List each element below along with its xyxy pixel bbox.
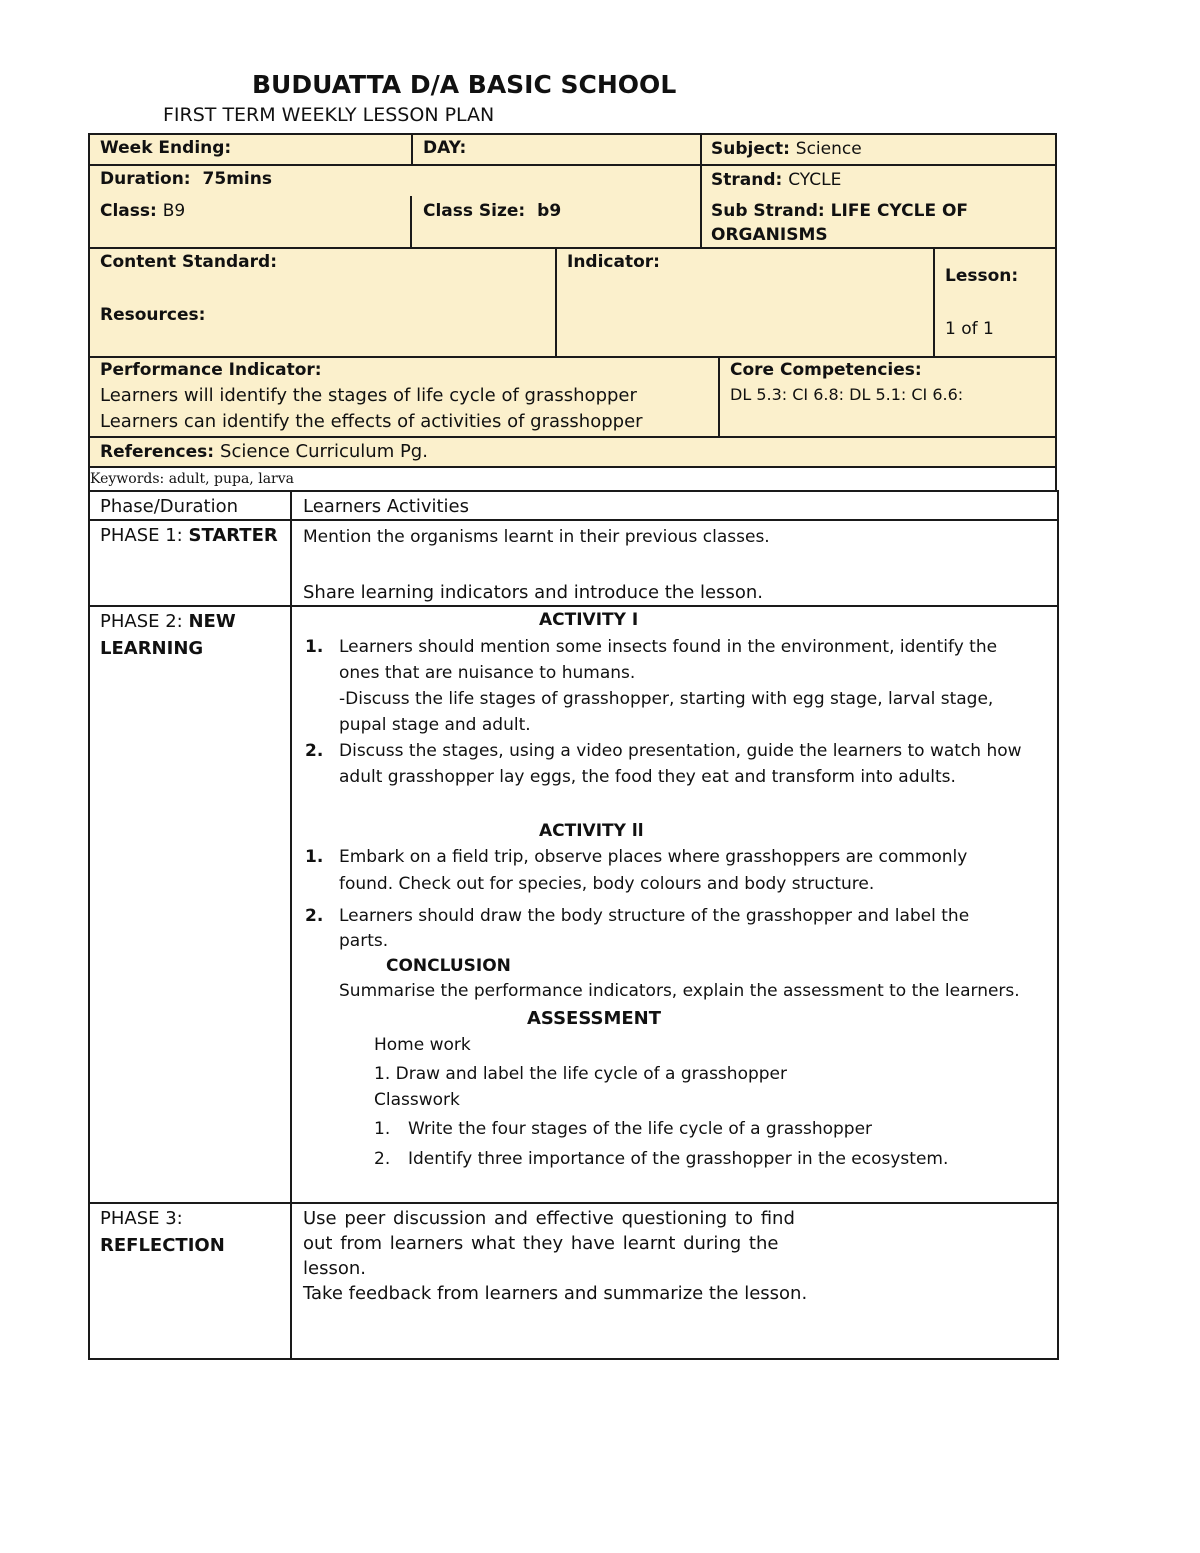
activity-2-line-1: Embark on a field trip, observe places where grasshoppers are commonly [339,847,968,867]
conclusion-title: CONCLUSION [386,956,511,976]
activity-1-line-2: ones that are nuisance to humans. [339,663,636,683]
strand-value: CYCLE [788,170,842,190]
activity-2-number-2: 2. [305,906,324,926]
activity-1-line-4: pupal stage and adult. [339,715,531,735]
strand-label-text: Strand: [711,170,783,190]
phase-2-prefix: PHASE 2: [100,611,183,632]
class-size-divider [410,196,412,249]
activity-2-title: ACTIVITY ll [539,821,644,841]
activity-1-line-3: -Discuss the life stages of grasshopper, starting with egg stage, larval stage, [339,689,994,709]
plan-title: FIRST TERM WEEKLY LESSON PLAN [163,104,495,126]
learners-activities-header: Learners Activities [303,496,469,517]
phase-3-prefix: PHASE 3: [100,1208,183,1229]
phase-1-title [100,525,278,546]
phase-2-name: NEW [188,611,236,632]
activity-2-line-3: Learners should draw the body structure of the grasshopper and label the [339,906,970,926]
indicator-label: Indicator: [567,252,660,272]
classwork-number-2: 2. [374,1149,391,1169]
phase-2-title [100,611,236,632]
homework-label: Home work [374,1035,471,1055]
class-label [100,201,185,221]
core-competencies-value: DL 5.3: CI 6.8: DL 5.1: CI 6.6: [730,385,964,404]
phase-3-line-4: Take feedback from learners and summarize the lesson. [303,1283,808,1304]
class-label-text: Class: [100,201,157,221]
phase-duration-header: Phase/Duration [100,496,238,517]
core-competencies-label: Core Competencies: [730,360,922,380]
class-value: B9 [162,201,186,221]
homework-item: 1. Draw and label the life cycle of a grasshopper [374,1064,787,1084]
sub-strand-label [711,201,968,221]
lesson-label: Lesson: [945,266,1019,286]
lesson-value: 1 of 1 [945,319,994,339]
phases-row-divider-1 [88,519,1058,521]
phase-1-name: STARTER [188,525,278,546]
classwork-label: Classwork [374,1090,460,1110]
phase-3-name: REFLECTION [100,1235,225,1256]
activity-1-title: ACTIVITY I [539,610,639,630]
activity-2-line-2: found. Check out for species, body colours and body structure. [339,874,875,894]
strand-label [711,170,841,190]
references-label [100,441,428,462]
performance-line-2: Learners can identify the effects of activities of grasshopper [100,411,643,432]
keywords-text: Keywords: adult, pupa, larva [90,471,294,487]
phase-3-line-1: Use peer discussion and effective questioning to find [303,1208,795,1229]
activity-1-line-6: adult grasshopper lay eggs, the food they eat and transform into adults. [339,767,956,787]
performance-line-1: Learners will identify the stages of life cycle of grasshopper [100,385,637,406]
activity-2-number-1: 1. [305,847,324,867]
classwork-item-2: Identify three importance of the grasshopper in the ecosystem. [408,1149,949,1169]
phases-column-divider [290,490,292,1359]
phase-2-name-line-2: LEARNING [100,638,204,659]
activity-1-line-5: Discuss the stages, using a video presentation, guide the learners to watch how [339,741,1022,761]
subject-value: Science [795,139,862,159]
resources-label: Resources: [100,305,206,325]
class-size-label [423,201,561,221]
sub-strand-value-2: ORGANISMS [711,225,828,245]
activity-2-line-4: parts. [339,931,389,951]
content-standard-label: Content Standard: [100,252,277,272]
activity-1-line-1: Learners should mention some insects found in the environment, identify the [339,637,998,657]
sub-strand-value-1: LIFE CYCLE OF [830,201,969,221]
classwork-number-1: 1. [374,1119,391,1139]
phase-3-line-2: out from learners what they have learnt during the [303,1233,779,1254]
duration-value: 75mins [202,169,272,189]
duration-label [100,169,272,189]
lesson-cell [933,247,1057,358]
day-label: DAY: [423,138,467,158]
phase-1-line-2: Share learning indicators and introduce the lesson. [303,582,763,603]
conclusion-text: Summarise the performance indicators, explain the assessment to the learners. [339,981,1020,1001]
phase-1-prefix: PHASE 1: [100,525,183,546]
subject-label-text: Subject: [711,139,790,159]
references-label-text: References: [100,442,215,462]
school-name: BUDUATTA D/A BASIC SCHOOL [252,70,677,99]
activity-1-number-1: 1. [305,637,324,657]
duration-label-text: Duration: [100,169,191,189]
activity-1-number-2: 2. [305,741,324,761]
class-size-label-text: Class Size: [423,201,526,221]
phase-3-line-3: lesson. [303,1258,366,1279]
week-ending-label: Week Ending: [100,138,232,158]
classwork-item-1: Write the four stages of the life cycle of a grasshopper [408,1119,873,1139]
subject-label [711,139,862,159]
references-value: Science Curriculum Pg. [220,441,428,462]
sub-strand-label-text: Sub Strand: [711,201,825,221]
class-size-value: b9 [537,201,562,221]
performance-label: Performance Indicator: [100,360,322,380]
phases-row-divider-2 [88,605,1058,607]
phases-row-divider-3 [88,1202,1058,1204]
assessment-title: ASSESSMENT [527,1008,662,1029]
phase-1-line-1: Mention the organisms learnt in their previous classes. [303,527,770,547]
